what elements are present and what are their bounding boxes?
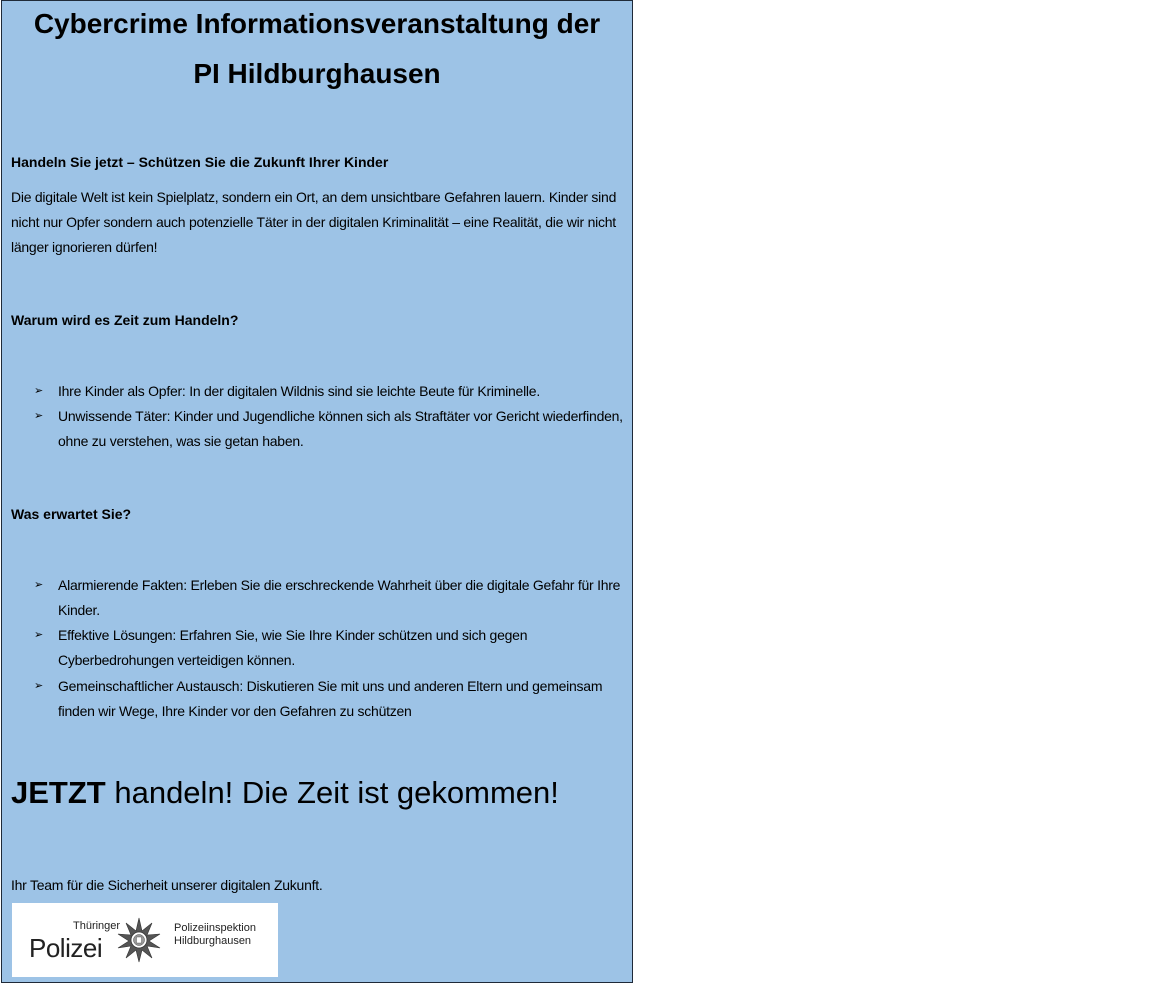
arrow-bullet-icon: ➢ — [34, 579, 43, 591]
call-to-action — [11, 773, 559, 813]
arrow-bullet-icon: ➢ — [34, 410, 43, 422]
page-title-line1: Cybercrime Informationsveranstaltung der — [33, 8, 601, 39]
call-to-action-rest: handeln! Die Zeit ist gekommen! — [105, 775, 559, 810]
list-item-text: Effektive Lösungen: Erfahren Sie, wie Sie Ihre Kinder schützen und sich gegen Cyberbedrohungen verteidigen können. — [58, 627, 528, 668]
flyer — [1, 0, 633, 983]
list-item-text: Ihre Kinder als Opfer: In der digitalen Wildnis sind sie leichte Beute für Kriminelle. — [58, 383, 540, 399]
list-item — [34, 404, 628, 454]
arrow-bullet-icon: ➢ — [34, 629, 43, 641]
list-item-text: Unwissende Täter: Kinder und Jugendliche können sich als Straftäter vor Gericht wiederfinden, ohne zu verstehen, was sie getan haben. — [58, 408, 623, 449]
section1-heading: Handeln Sie jetzt – Schützen Sie die Zukunft Ihrer Kinder — [11, 154, 389, 170]
section3-heading: Was erwartet Sie? — [11, 506, 132, 522]
logo-inspection-line2: Hildburghausen — [174, 935, 252, 947]
arrow-bullet-icon: ➢ — [34, 385, 43, 397]
section1-text: Die digitale Welt ist kein Spielplatz, sondern ein Ort, an dem unsichtbare Gefahren lauern. Kinder sind nicht nur Opfer sondern auch potenzielle Täter in der digitalen Kriminalität – eine Realität, die wir nicht länger ignorieren dürfen! — [11, 189, 617, 255]
logo-state-label: Thüringer — [73, 920, 121, 932]
page-title-line2: PI Hildburghausen — [193, 58, 441, 89]
arrow-bullet-icon: ➢ — [34, 680, 43, 692]
logo-inspection-label — [174, 922, 256, 948]
list-item — [34, 674, 628, 724]
police-logo — [12, 903, 278, 977]
section2-heading: Warum wird es Zeit zum Handeln? — [11, 312, 239, 328]
list-item — [34, 623, 628, 673]
list-item-text: Alarmierende Fakten: Erleben Sie die erschreckende Wahrheit über die digitale Gefahr für Ihre Kinder. — [58, 577, 621, 618]
list-item — [34, 573, 628, 623]
logo-inspection-line1: Polizeiinspektion — [174, 922, 256, 934]
list-item-text: Gemeinschaftlicher Austausch: Diskutieren Sie mit uns und anderen Eltern und gemeinsam finden wir Wege, Ihre Kinder vor den Gefahren zu schützen — [58, 678, 603, 719]
team-signature: Ihr Team für die Sicherheit unserer digitalen Zukunft. — [11, 877, 323, 893]
list-item — [34, 379, 628, 404]
police-star-icon — [116, 917, 162, 963]
call-to-action-strong: JETZT — [11, 775, 106, 810]
logo-polizei-label: Polizei — [29, 933, 103, 963]
